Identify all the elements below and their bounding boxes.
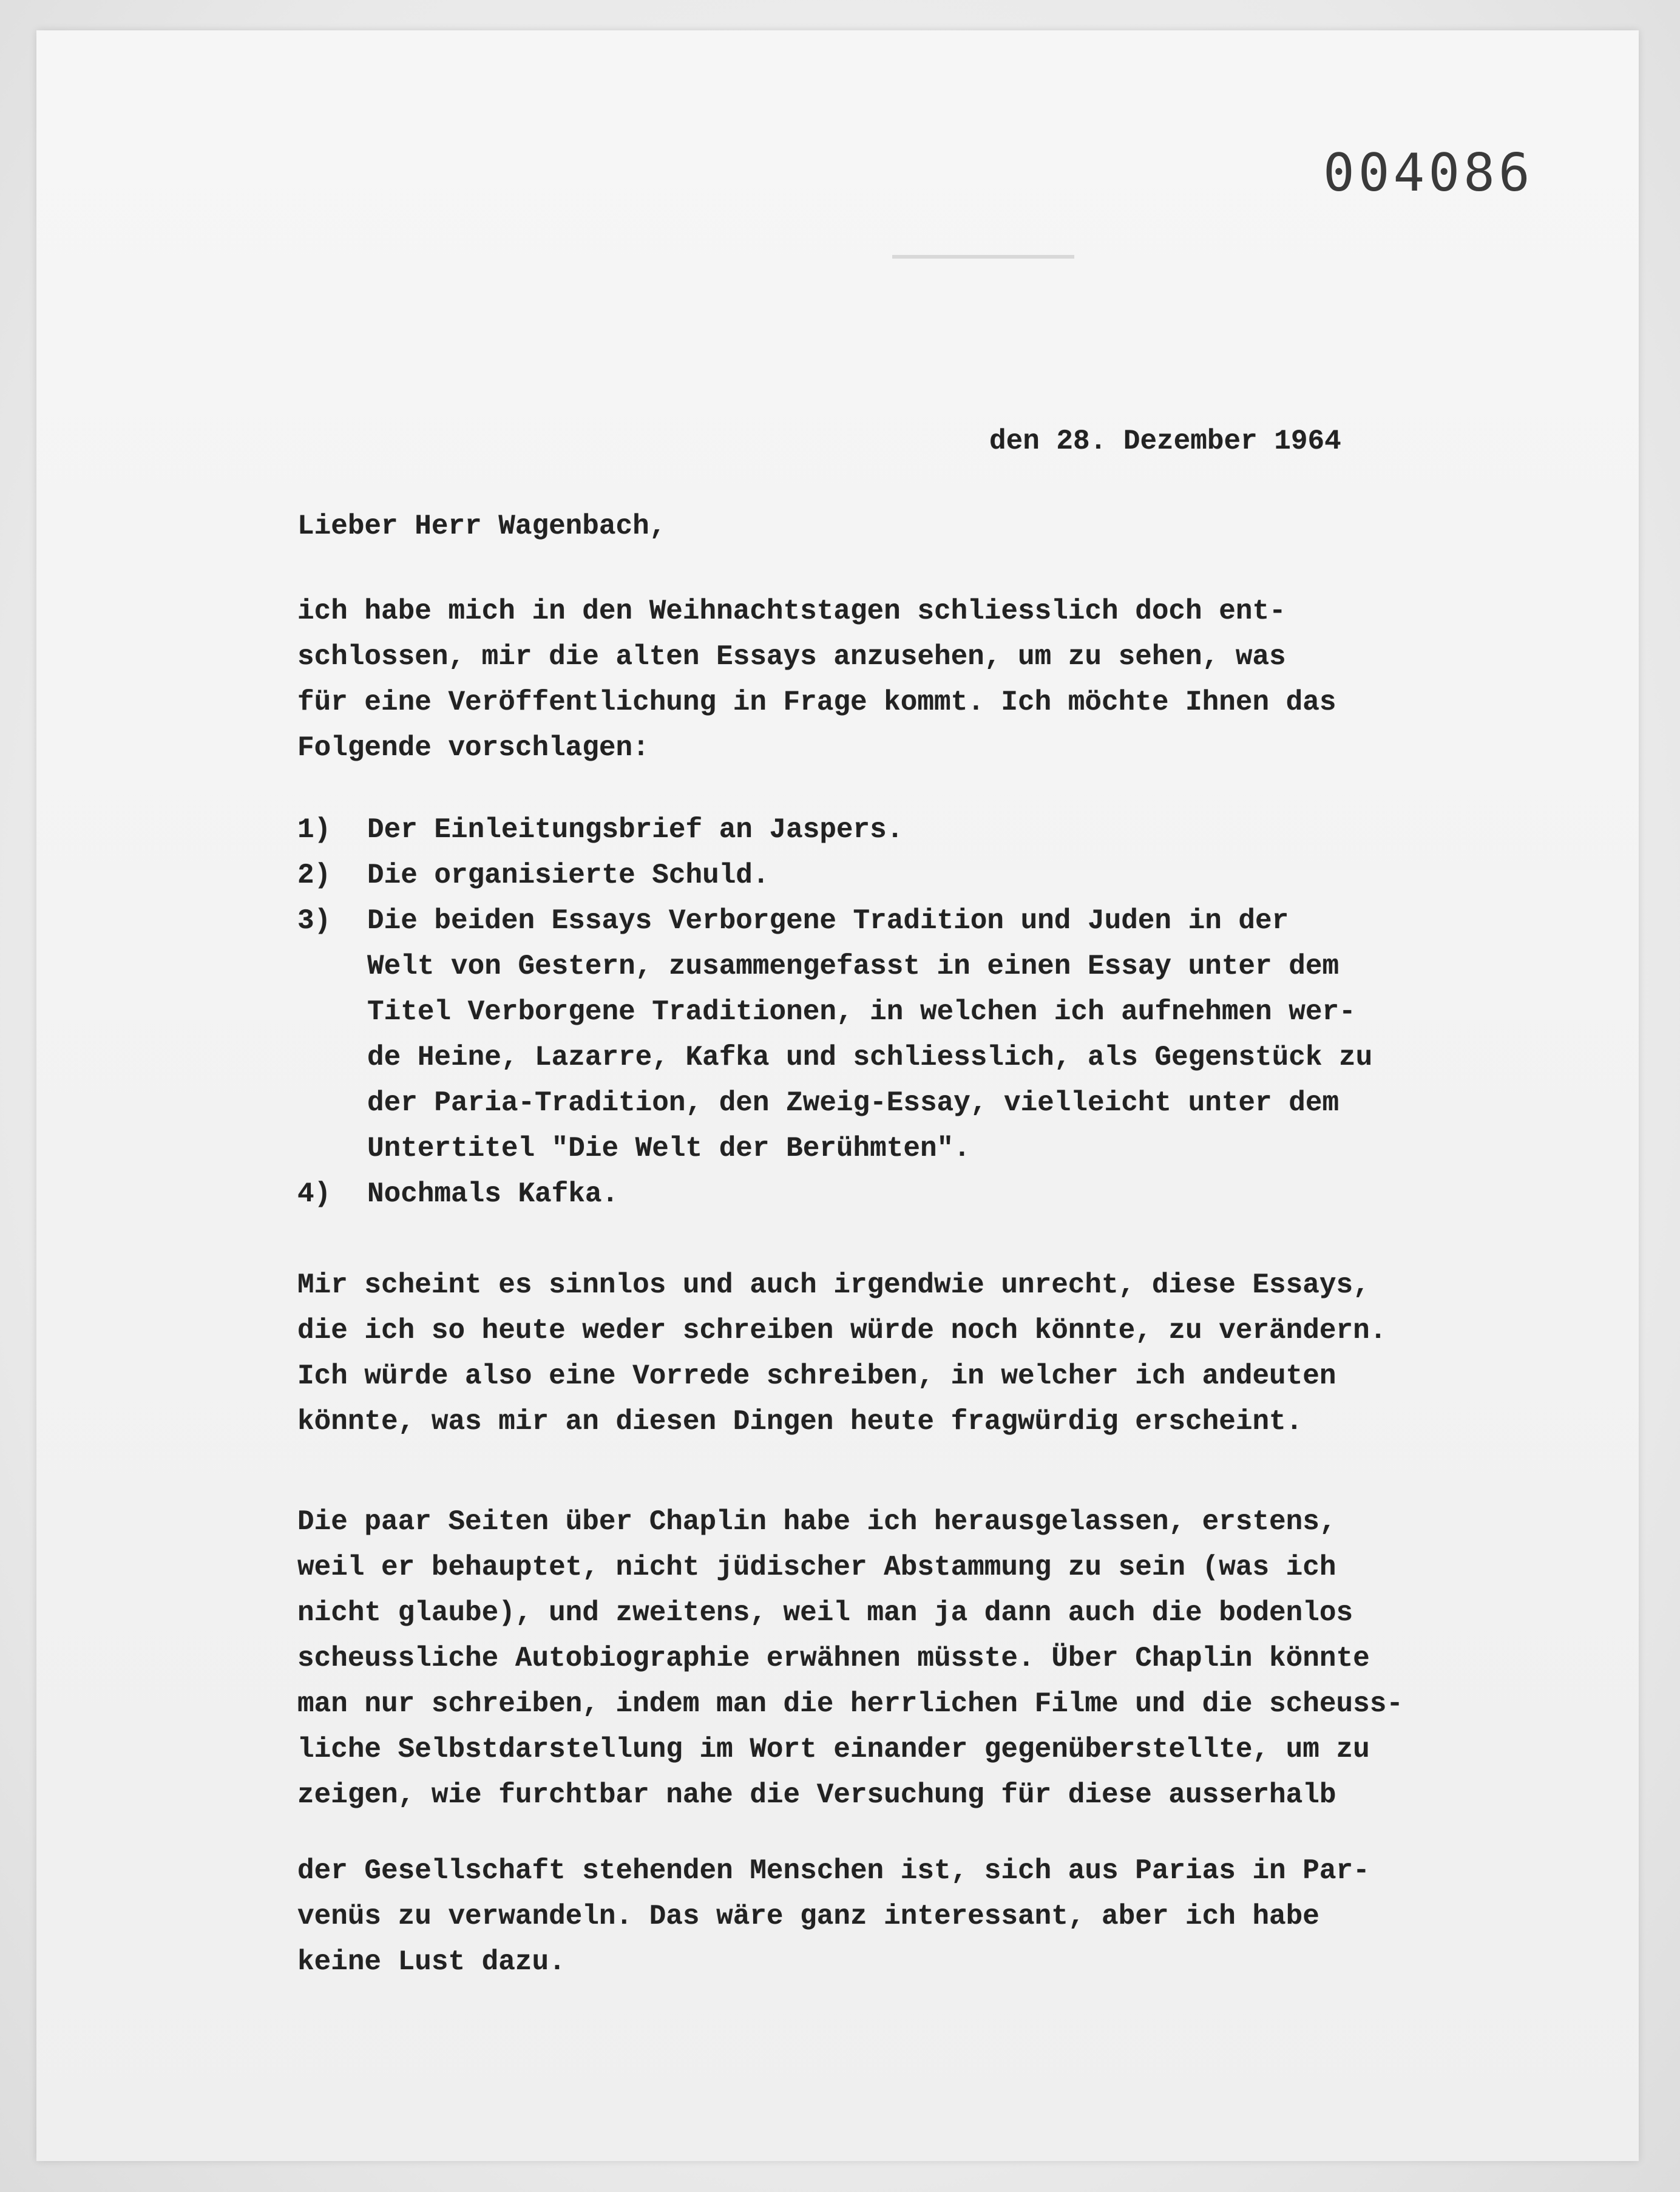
text-line: Ich würde also eine Vorrede schreiben, in welcher ich andeuten <box>297 1360 1336 1392</box>
text-line: die ich so heute weder schreiben würde noch könnte, zu verändern. <box>297 1315 1387 1346</box>
text-line: zeigen, wie furchtbar nahe die Versuchung für diese ausserhalb <box>297 1779 1336 1811</box>
text-line: Mir scheint es sinnlos und auch irgendwie unrecht, diese Essays, <box>297 1269 1370 1301</box>
text-line: scheussliche Autobiographie erwähnen müsste. Über Chaplin könnte <box>297 1643 1370 1674</box>
letter-date: den 28. Dezember 1964 <box>989 426 1341 457</box>
text-line: keine Lust dazu. <box>297 1946 566 1978</box>
text-line: Die paar Seiten über Chaplin habe ich herausgelassen, erstens, <box>297 1506 1336 1538</box>
paragraph-chaplin <box>297 1499 1438 1818</box>
text-line: Der Einleitungsbrief an Jaspers. <box>367 814 904 846</box>
proposal-list <box>297 807 1451 1217</box>
text-line: schlossen, mir die alten Essays anzusehen, um zu sehen, was <box>297 641 1286 673</box>
text-line: Untertitel "Die Welt der Berühmten". <box>367 1133 970 1164</box>
text-line: weil er behauptet, nicht jüdischer Abstammung zu sein (was ich <box>297 1552 1336 1583</box>
list-item <box>297 898 1451 1172</box>
paragraph-intro <box>297 589 1438 771</box>
list-number: 2) <box>297 860 331 891</box>
list-item <box>297 807 1451 853</box>
salutation: Lieber Herr Wagenbach, <box>297 511 666 542</box>
text-line: de Heine, Lazarre, Kafka und schliesslich, als Gegenstück zu <box>367 1042 1373 1073</box>
text-line: liche Selbstdarstellung im Wort einander gegenüberstellte, um zu <box>297 1734 1370 1765</box>
paragraph-closing <box>297 1848 1438 1985</box>
list-item <box>297 853 1451 898</box>
text-line: der Gesellschaft stehenden Menschen ist, sich aus Parias in Par- <box>297 1855 1370 1887</box>
text-line: Die organisierte Schuld. <box>367 860 770 891</box>
list-number: 1) <box>297 814 331 846</box>
text-line: der Paria-Tradition, den Zweig-Essay, vielleicht unter dem <box>367 1087 1340 1119</box>
text-line: nicht glaube), und zweitens, weil man ja dann auch die bodenlos <box>297 1597 1353 1629</box>
text-line: Folgende vorschlagen: <box>297 732 649 764</box>
list-number: 3) <box>297 905 331 937</box>
text-line: man nur schreiben, indem man die herrlichen Filme und die scheuss- <box>297 1688 1403 1720</box>
list-item <box>297 1172 1451 1217</box>
paragraph-preface <box>297 1263 1438 1445</box>
text-line: könnte, was mir an diesen Dingen heute fragwürdig erscheint. <box>297 1406 1303 1437</box>
text-line: für eine Veröffentlichung in Frage kommt. Ich möchte Ihnen das <box>297 687 1336 718</box>
text-line: Die beiden Essays Verborgene Tradition und Juden in der <box>367 905 1289 937</box>
text-line: venüs zu verwandeln. Das wäre ganz interessant, aber ich habe <box>297 1901 1319 1932</box>
archive-number: 004086 <box>1323 143 1534 203</box>
list-number: 4) <box>297 1178 331 1210</box>
text-line: Titel Verborgene Traditionen, in welchen ich aufnehmen wer- <box>367 996 1356 1028</box>
faint-mark <box>892 255 1074 259</box>
text-line: Welt von Gestern, zusammengefasst in einen Essay unter dem <box>367 951 1340 982</box>
text-line: ich habe mich in den Weihnachtstagen schliesslich doch ent- <box>297 596 1286 627</box>
text-line: Nochmals Kafka. <box>367 1178 619 1210</box>
